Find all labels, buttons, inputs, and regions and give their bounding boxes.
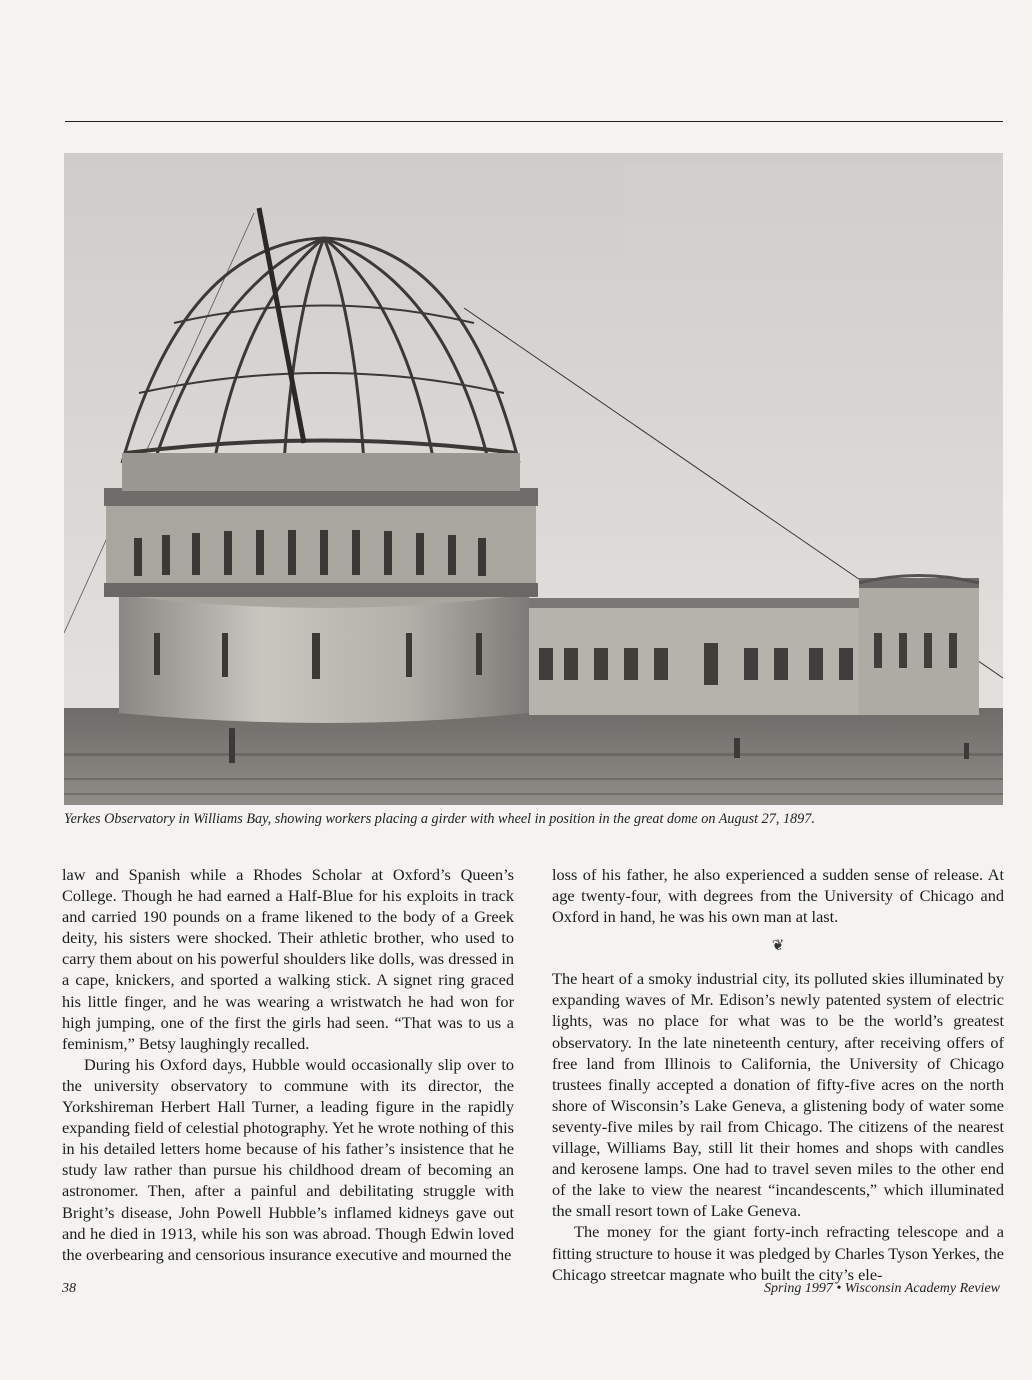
paragraph: loss of his father, he also experienced a sudden sense of release. At age twenty-four, with degrees from the University of Chicago and Oxford in hand, he was his own man at last. xyxy=(552,865,1004,927)
page-number: 38 xyxy=(62,1281,76,1296)
paragraph: The money for the giant forty-inch refracting telescope and a fitting structure to house it was pledged by Charles Tyson Yerkes, the Chicago streetcar magnate who built the city’s ele- xyxy=(552,1222,1004,1284)
publication-footer: Spring 1997 • Wisconsin Academy Review xyxy=(764,1281,1000,1296)
header-rule xyxy=(65,121,1003,122)
article-column-right xyxy=(552,864,1004,1285)
observatory-illustration xyxy=(64,153,1003,805)
photo-caption: Yerkes Observatory in Williams Bay, showing workers placing a girder with wheel in position in the great dome on August 27, 1897. xyxy=(64,811,815,827)
yerkes-observatory-photo xyxy=(64,153,1003,805)
paragraph: The heart of a smoky industrial city, its polluted skies illuminated by expanding waves of Mr. Edison’s newly patented system of electric lights, was no place for what was to be the world’s greatest observatory. In the late nineteenth century, after receiving offers of free land from Illinois to California, the University of Chicago trustees finally accepted a donation of fifty-five acres on the north shore of Wisconsin’s Lake Geneva, a glistening body of water some seventy-five miles by rail from Chicago. The citizens of the nearest village, Williams Bay, still lit their homes and shops with candles and kerosene lamps. One had to travel seven miles to the other end of the lake to view the nearest “incandescents,” which illuminated the small resort town of Lake Geneva. xyxy=(552,969,1004,1221)
paragraph: During his Oxford days, Hubble would occasionally slip over to the university observatory to commune with its director, the Yorkshireman Herbert Hall Turner, a leading figure in the rapidly expanding field of celestial photography. Yet he wrote nothing of this in his detailed letters home because of his father’s insistence that he study law rather than pursue his childhood dream of becoming an astronomer. Then, after a painful and debilitating struggle with Bright’s disease, John Powell Hubble’s inflamed kidneys gave out and he died in 1913, while his son was abroad. Though Edwin loved the overbearing and censorious insurance executive and mourned the xyxy=(62,1054,514,1264)
section-ornament-icon: ❦ xyxy=(771,938,785,955)
paragraph: law and Spanish while a Rhodes Scholar at Oxford’s Queen’s College. Though he had earned a Half-Blue for his exploits in track and carried 190 pounds on a frame likened to the body of a Greek deity, his sisters were shocked. Their athletic brother, who used to carry them about on his powerful shoulders like dolls, was dressed in a cape, knickers, and sported a walking stick. A signet ring graced his little finger, and he was wearing a wristwatch he had won for high jumping, one of the first the girls had seen. “That was to us a feminism,” Betsy laughingly recalled. xyxy=(62,865,514,1053)
article-column-left xyxy=(62,864,514,1265)
